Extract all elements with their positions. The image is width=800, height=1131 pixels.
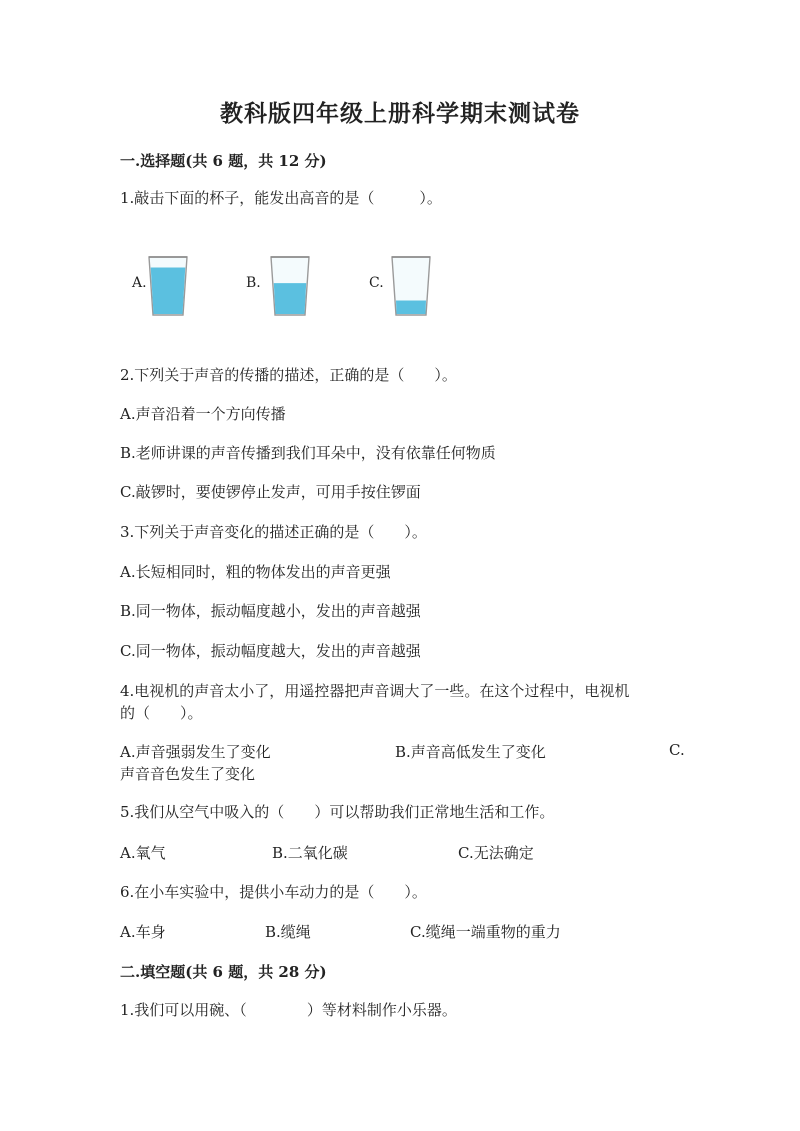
question-5-stem: 5.我们从空气中吸入的（ ）可以帮助我们正常地生活和工作。 — [120, 803, 555, 821]
q3-option-a: A.长短相同时，粗的物体发出的声音更强 — [120, 563, 391, 581]
page-title: 教科版四年级上册科学期末测试卷 — [220, 100, 580, 127]
q6-option-b: B.缆绳 — [265, 923, 311, 941]
question-3-stem: 3.下列关于声音变化的描述正确的是（ ）。 — [120, 523, 427, 541]
water-fill — [396, 301, 426, 315]
question-1-stem: 1.敲击下面的杯子，能发出高音的是（ ）。 — [120, 189, 442, 207]
q3-option-c: C.同一物体，振动幅度越大，发出的声音越强 — [120, 642, 421, 660]
q4-option-c-text: 声音音色发生了变化 — [120, 765, 256, 783]
q1-option-b-label: B. — [246, 275, 261, 291]
q2-option-a: A.声音沿着一个方向传播 — [120, 405, 286, 423]
question-6-stem: 6.在小车实验中，提供小车动力的是（ ）。 — [120, 883, 427, 901]
q5-option-c: C.无法确定 — [458, 844, 534, 862]
q1-glass-b — [269, 255, 311, 321]
water-fill — [274, 283, 306, 314]
section-heading-choice: 一.选择题(共 6 题，共 12 分) — [120, 152, 327, 170]
q4-option-b: B.声音高低发生了变化 — [395, 743, 546, 761]
glass-icon — [269, 255, 311, 317]
question-4-stem-line2: 的（ ）。 — [120, 704, 203, 722]
water-fill — [151, 267, 186, 314]
glass-icon — [147, 255, 189, 317]
q6-option-c: C.缆绳一端重物的重力 — [410, 923, 561, 941]
q1-option-a-label: A. — [132, 275, 147, 291]
q4-option-a: A.声音强弱发生了变化 — [120, 743, 271, 761]
q5-option-a: A.氧气 — [120, 844, 166, 862]
question-4-stem-line1: 4.电视机的声音太小了，用遥控器把声音调大了一些。在这个过程中，电视机 — [120, 682, 630, 700]
q3-option-b: B.同一物体，振动幅度越小，发出的声音越强 — [120, 602, 421, 620]
q1-option-c-label: C. — [369, 275, 384, 291]
q5-option-b: B.二氧化碳 — [272, 844, 348, 862]
glass-icon — [390, 255, 432, 317]
question-2-stem: 2.下列关于声音的传播的描述，正确的是（ ）。 — [120, 366, 457, 384]
q1-glass-c — [390, 255, 432, 321]
fill-question-1-stem: 1.我们可以用碗、（ ）等材料制作小乐器。 — [120, 1001, 457, 1019]
section-heading-fill: 二.填空题(共 6 题，共 28 分) — [120, 963, 327, 981]
q2-option-b: B.老师讲课的声音传播到我们耳朵中，没有依靠任何物质 — [120, 444, 496, 462]
q6-option-a: A.车身 — [120, 923, 166, 941]
q4-option-c-prefix: C. — [669, 741, 685, 759]
q1-glass-a — [147, 255, 189, 321]
q2-option-c: C.敲锣时，要使锣停止发声，可用手按住锣面 — [120, 483, 421, 501]
